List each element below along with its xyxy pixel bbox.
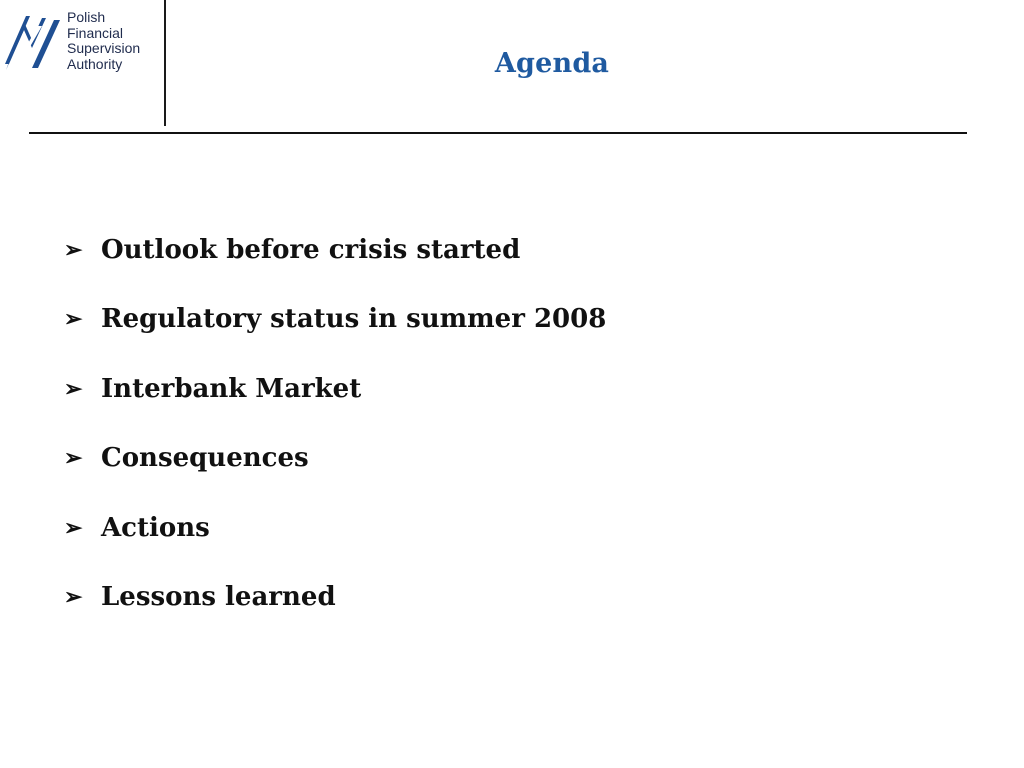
logo-line-3: Supervision [67,40,141,56]
agenda-item [64,563,606,633]
agenda-item [64,215,606,285]
arrow-bullet-icon: ➢ [64,514,83,541]
arrow-bullet-icon: ➢ [64,236,83,263]
agenda-item [64,354,606,424]
slide-title: Agenda [494,48,610,79]
agenda-item-text: Actions [101,512,210,543]
header-rule [29,132,967,134]
agenda-list [64,215,606,632]
agenda-item-text: Lessons learned [101,582,336,613]
arrow-bullet-icon: ➢ [64,445,83,472]
agenda-item-text: Consequences [101,443,309,474]
agenda-item-text: Outlook before crisis started [101,234,521,265]
logo-line-2: Financial [67,24,124,41]
arrow-bullet-icon: ➢ [64,375,83,402]
agenda-item [64,493,606,563]
logo-line-4: Authority [67,55,123,72]
agenda-item [64,424,606,494]
arrow-bullet-icon: ➢ [64,584,83,611]
agenda-item-text: Regulatory status in summer 2008 [101,304,607,335]
arrow-bullet-icon: ➢ [64,306,83,333]
agenda-item-text: Interbank Market [101,373,362,404]
logo-line-1: Polish [67,9,106,25]
agenda-item [64,285,606,355]
